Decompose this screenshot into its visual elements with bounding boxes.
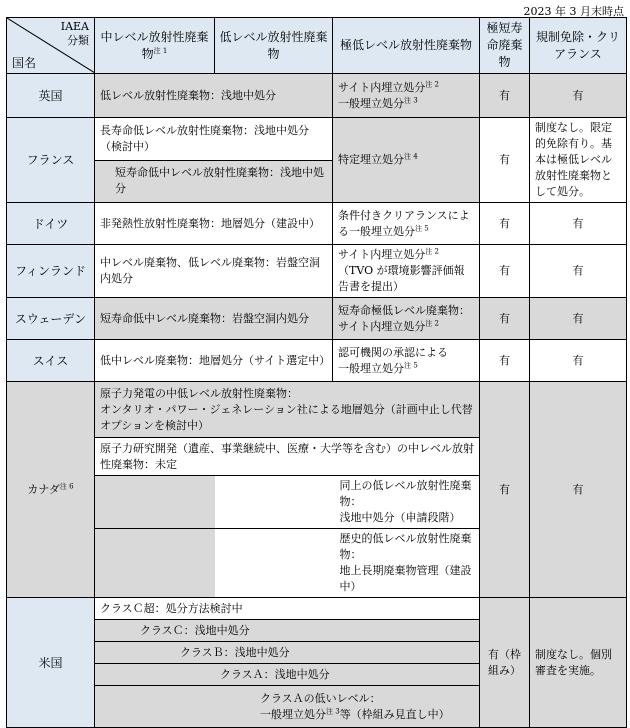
germany-vllw: [333, 203, 480, 245]
header-ilw-note: 注 1: [153, 46, 168, 55]
row-switzerland: [7, 340, 627, 382]
france-ilw-llw-1: 長寿命低レベル放射性廃棄物：浅地中処分（検討中）: [95, 118, 333, 161]
uk-vllw-note2: 注 3: [404, 95, 418, 104]
canada-historic-spacer: [95, 529, 215, 598]
canada-rd-ilw: 原子力研究開発（遺産、事業継続中、医療・大学等を含む）の中レベル放射性廃棄物：未定: [95, 438, 480, 476]
switzerland-ilw-llw: 低中レベル廃棄物：地層処分（サイト選定中）: [95, 340, 333, 382]
canada-historic-line1: 歴史的低レベル放射性廃棄物：: [339, 532, 472, 561]
sweden-ilw-llw: 短寿命低中レベル廃棄物：岩盤空洞内処分: [95, 298, 333, 340]
canada-rd-llw-line1: 同上の低レベル放射性廃棄物：: [339, 479, 472, 508]
uk-clearance: 有: [530, 74, 627, 118]
country-germany: ドイツ: [7, 203, 95, 245]
finland-vllw: [333, 245, 480, 298]
france-vllw-text: 特定埋立処分: [338, 153, 404, 166]
country-france: フランス: [7, 118, 95, 203]
germany-vllw-text: 条件付きクリアランスによる一般埋立処分: [338, 208, 470, 238]
switzerland-vslw: 有: [480, 340, 530, 382]
usa-vslw: 有（枠組み）: [480, 598, 530, 728]
usa-class-c: クラスＣ：浅地中処分: [95, 620, 480, 642]
row-canada-1: [7, 382, 627, 438]
usa-class-b: クラスＢ：浅地中処分: [95, 642, 480, 664]
country-finland: フィンランド: [7, 245, 95, 298]
finland-ilw-llw: 中レベル廃棄物、低レベル廃棄物：岩盤空洞内処分: [95, 245, 333, 298]
canada-npp-waste: [95, 382, 480, 438]
country-canada: [7, 382, 95, 598]
country-canada-note: 注 6: [59, 481, 74, 490]
canada-npp-line2: オンタリオ・パワー・ジェネレーション社による地層処分（計画中止し代替オプションを検討中）: [100, 402, 473, 432]
canada-rd-llw-line2: 浅地中処分（申請段階）: [339, 511, 461, 524]
uk-vllw-line1: サイト内埋立処分: [338, 80, 426, 94]
country-usa: 米国: [7, 598, 95, 728]
header-vllw: 極低レベル放射性廃棄物: [333, 18, 480, 74]
row-france-1: [7, 118, 627, 161]
france-vllw: [333, 118, 480, 203]
uk-vllw: [333, 74, 480, 118]
sweden-vllw-line2: サイト内埋立処分: [338, 319, 426, 333]
finland-vslw: 有: [480, 245, 530, 298]
header-ilw-label: 中レベル放射性廃棄物: [100, 29, 209, 61]
germany-ilw-llw: 非発熱性放射性廃棄物：地層処分（建設中）: [95, 203, 333, 245]
corner-category-label: 分類: [67, 34, 89, 47]
uk-vllw-line2: 一般埋立処分: [338, 96, 404, 110]
switzerland-vllw-note: 注 5: [404, 360, 418, 369]
france-ilw-llw-2: 短寿命低中レベル放射性廃棄物：浅地中処分: [95, 160, 333, 203]
germany-vslw: 有: [480, 203, 530, 245]
row-uk: [7, 74, 627, 118]
canada-historic-llw: [215, 529, 480, 598]
usa-below-a-line2: 一般埋立処分: [260, 707, 326, 721]
row-finland: [7, 245, 627, 298]
country-uk: 英国: [7, 74, 95, 118]
as-of-date: 2023 年 3 月末時点: [523, 5, 624, 18]
canada-historic-line2: 地上長期廃棄物管理（建設中）: [339, 564, 472, 593]
usa-below-class-a: [95, 686, 480, 728]
sweden-vslw: 有: [480, 298, 530, 340]
switzerland-clearance: 有: [530, 340, 627, 382]
country-canada-label: カナダ: [27, 482, 60, 496]
finland-vllw-note1: 注 2: [425, 247, 439, 256]
usa-below-a-note: 注 3: [326, 706, 340, 715]
usa-clearance: 制度なし。個別審査を実施。: [530, 598, 627, 728]
corner-iaea-label: IAEA: [60, 20, 89, 33]
germany-vllw-note: 注 5: [415, 223, 429, 232]
header-row: [7, 18, 627, 74]
sweden-vllw-note: 注 2: [425, 318, 439, 327]
row-usa-gtcc: [7, 598, 627, 620]
canada-vslw: 有: [480, 382, 530, 598]
canada-rd-llw-spacer: [95, 476, 215, 529]
sweden-clearance: 有: [530, 298, 627, 340]
header-ilw: [95, 18, 215, 74]
finland-vllw-line1: サイト内埋立処分: [338, 248, 426, 261]
germany-clearance: 有: [530, 203, 627, 245]
corner-country-label: 国名: [12, 56, 37, 70]
france-clearance: 制度なし。限定的免除有り。基本は極低レベル放射性廃棄物として処分。: [530, 118, 627, 203]
header-clearance: 規制免除・クリアランス: [530, 18, 627, 74]
row-germany: [7, 203, 627, 245]
header-vslw: 極短寿命廃棄物: [480, 18, 530, 74]
finland-clearance: 有: [530, 245, 627, 298]
finland-vllw-line2: （TVO が環境影響評価報告書を提出）: [338, 264, 465, 293]
canada-clearance: 有: [530, 382, 627, 598]
uk-vllw-note1: 注 2: [425, 79, 439, 88]
header-corner-cell: [7, 18, 95, 74]
uk-ilw-llw: 低レベル放射性廃棄物：浅地中処分: [95, 74, 333, 118]
country-sweden: スウェーデン: [7, 298, 95, 340]
france-vllw-note: 注 4: [404, 152, 418, 161]
switzerland-vllw: [333, 340, 480, 382]
usa-below-a-line1: クラスＡの低いレベル：: [260, 691, 381, 705]
usa-class-a: クラスＡ：浅地中処分: [95, 664, 480, 686]
switzerland-vllw-line1: 認可機関の承認による: [338, 345, 448, 359]
usa-gtcc: クラスＣ超：処分方法検討中: [95, 598, 480, 620]
row-sweden: [7, 298, 627, 340]
switzerland-vllw-line2: 一般埋立処分: [338, 361, 404, 375]
waste-classification-table: [6, 17, 627, 728]
waste-classification-table-wrapper: [6, 17, 626, 728]
header-llw: 低レベル放射性廃棄物: [215, 18, 333, 74]
canada-rd-llw: [215, 476, 480, 529]
usa-below-a-line3: 等（枠組み見直し中）: [339, 707, 450, 721]
france-vslw: 有: [480, 118, 530, 203]
uk-vslw: 有: [480, 74, 530, 118]
sweden-vllw-line1: 短寿命極低レベル廃棄物：: [338, 303, 470, 317]
sweden-vllw: [333, 298, 480, 340]
country-switzerland: スイス: [7, 340, 95, 382]
canada-npp-line1: 原子力発電の中低レベル放射性廃棄物：: [100, 386, 298, 400]
